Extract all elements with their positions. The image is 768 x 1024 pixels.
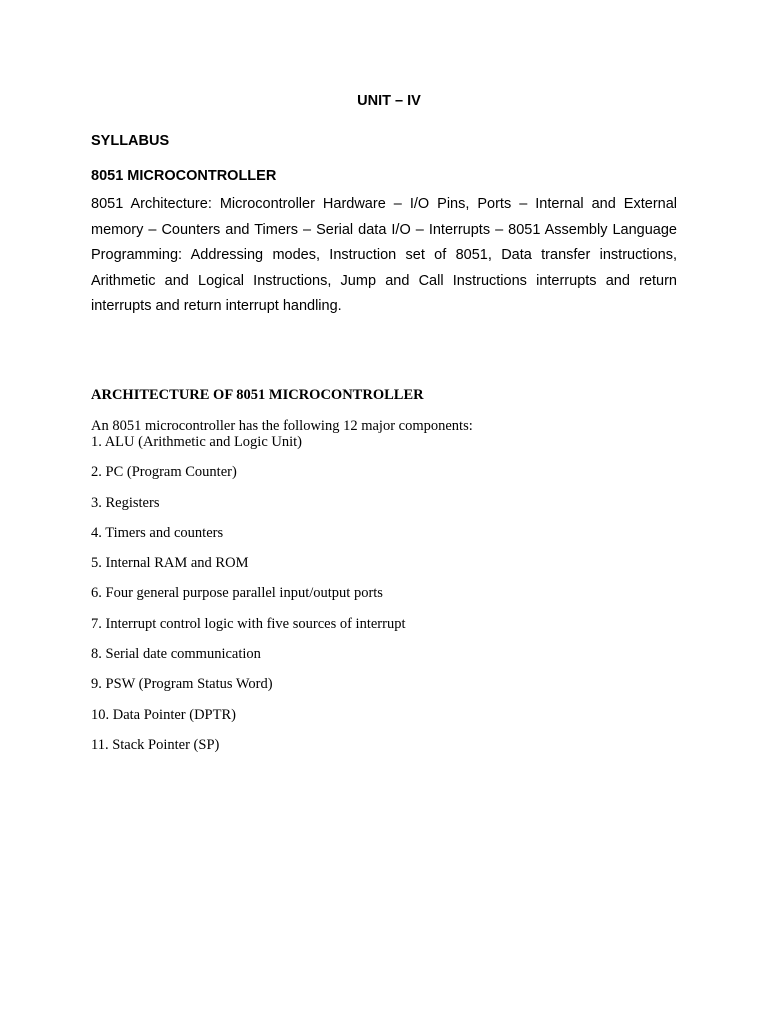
list-item: 6. Four general purpose parallel input/output ports xyxy=(91,585,383,602)
architecture-intro: An 8051 microcontroller has the following 12 major components: xyxy=(91,418,473,434)
list-item: 9. PSW (Program Status Word) xyxy=(91,676,273,693)
list-item: 1. ALU (Arithmetic and Logic Unit) xyxy=(91,434,303,450)
unit-title: UNIT – IV xyxy=(357,93,421,109)
list-item: 4. Timers and counters xyxy=(91,524,224,541)
list-item: 3. Registers xyxy=(91,494,160,511)
syllabus-label: SYLLABUS xyxy=(91,133,170,149)
component-list xyxy=(91,434,405,767)
syllabus-section-title: 8051 MICROCONTROLLER xyxy=(91,168,277,184)
list-item: 8. Serial date communication xyxy=(91,646,261,663)
list-item: 7. Interrupt control logic with five sources of interrupt xyxy=(91,615,406,632)
list-item: 5. Internal RAM and ROM xyxy=(91,555,249,572)
list-item: 10. Data Pointer (DPTR) xyxy=(91,706,236,723)
architecture-heading: ARCHITECTURE OF 8051 MICROCONTROLLER xyxy=(91,387,424,403)
syllabus-body: 8051 Architecture: Microcontroller Hardware – I/O Pins, Ports – Internal and External memory – Counters and Timers – Serial data I/O – Interrupts – 8051 Assembly Language Programming: Addressing modes, Instruction set of 8051, Data transfer instructions, Arithmetic and Logical Instructions, Jump and Call Instructions interrupts and return interrupts and return interrupt handling. xyxy=(91,196,677,314)
list-item: 2. PC (Program Counter) xyxy=(91,464,237,481)
list-item: 11. Stack Pointer (SP) xyxy=(91,736,220,753)
